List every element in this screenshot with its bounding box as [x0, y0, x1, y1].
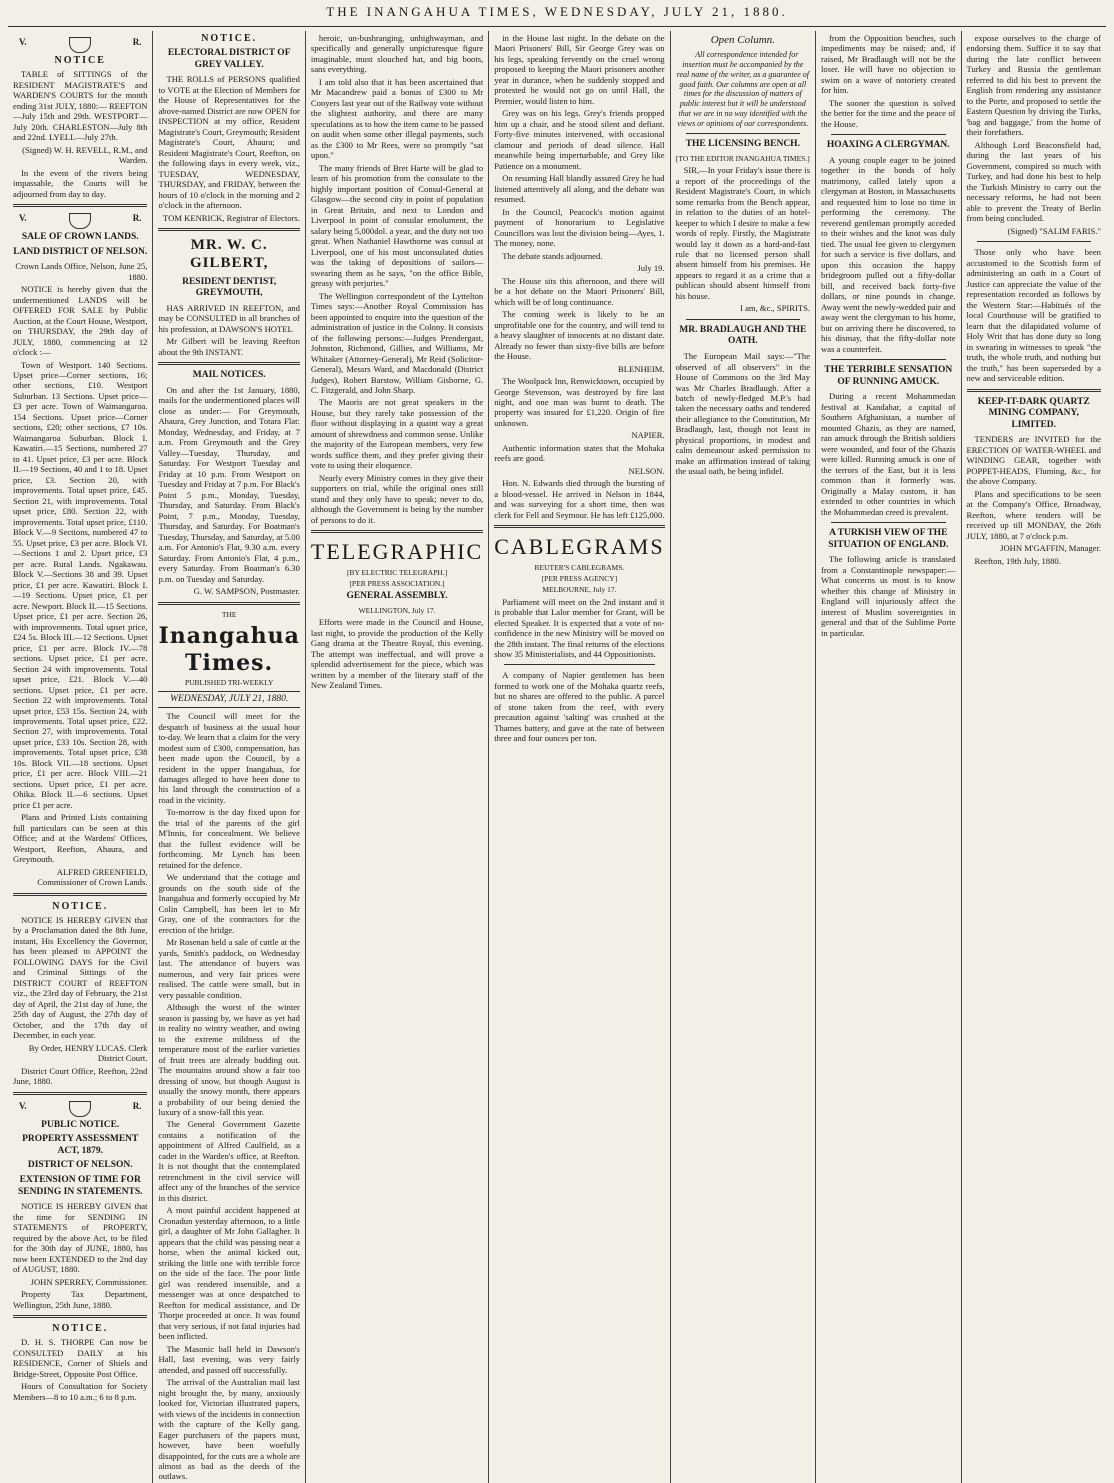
- column-5: [671, 31, 816, 1483]
- public-notice-signature: JOHN SPERREY, Commissioner.: [30, 1276, 148, 1287]
- lands-body: NOTICE is hereby given that the undermentioned LANDS will be OFFERED FOR SALE by Public Auction, at the Court House, Westport, on THURSDAY, the 29th day of JULY, 1880, commencing at 12 o'clock :—: [13, 284, 148, 358]
- crest-v: V.: [19, 213, 27, 223]
- royal-arms-header: [19, 213, 141, 229]
- mail-notices-signature: G. W. SAMPSON, Postmaster.: [193, 586, 300, 597]
- issue-date: WEDNESDAY, JULY 21, 1880.: [158, 691, 299, 709]
- gilbert-footnote: Mr Gilbert will be leaving Reefton about the 9th INSTANT.: [158, 336, 300, 357]
- nameplate: Inangahua Times.: [158, 622, 300, 676]
- column-7: [962, 31, 1106, 1483]
- editorial-para: Mr Rosenan held a sale of cattle at the yards, Smith's paddock, on Wednesday last. The attendance of buyers was numerous, and very fair prices were realised. The cattle were small, but in very passable condition.: [158, 937, 300, 1000]
- lands-title: SALE OF CROWN LANDS.: [21, 232, 139, 242]
- to-editor-line: [TO THE EDITOR INANGAHUA TIMES.]: [675, 153, 810, 163]
- divider: [13, 1315, 147, 1318]
- public-notice-footnote: Property Tax Department, Wellington, 25th June, 1880.: [13, 1289, 148, 1310]
- crest-v: V.: [19, 1100, 27, 1111]
- editorial-para: The General Government Gazette contains a notification of the appointment of Alfred Caulfield, as a cadet in the Warden's office, at Reefton. It is not thought that the contemplated retrenchment in the civil service will affect any of the branches of the service in this district.: [158, 1119, 300, 1203]
- blenheim-report: The Woolpack Inn, Renwicktown, occupied by George Stevenson, was destroyed by fire last night, and one man was burnt to death. The property was insured for £1,220. Origin of fire unknown.: [494, 376, 665, 428]
- public-notice-act: PROPERTY ASSESSMENT ACT, 1879.: [22, 1134, 139, 1156]
- cablegram-report: Parliament will meet on the 2nd instant and it is probable that Lalor member for Grant, will be elected Speaker. It is expected that a vote of no-confidence in the new Ministry will be moved on the 28th instant. The final returns of the elections show 35 Ministerialists, and 44 Oppositionists.: [494, 596, 665, 659]
- mail-notices-title: MAIL NOTICES.: [192, 370, 266, 381]
- royal-crest-icon: [69, 213, 91, 229]
- article-para: from the Opposition benches, such impediments may be raised; and, if raised, Mr Bradlaugh will not be the loser. He will have no objection to swim on a wave of notoriety created for him.: [821, 33, 956, 96]
- article-para: in the House last night. In the debate on the Maori Prisoners' Bill, Sir George Grey was on his legs, speaking fervently on the cruel wrong proposed to keeping the Maori prisoners another year in durance, when he suddenly stopped and protested he would not go on until Hall, the Premier, would listen to him.: [494, 33, 665, 106]
- tender-date: Reefton, 19th July, 1880.: [974, 555, 1061, 566]
- divider: [686, 133, 800, 134]
- bradlaugh-heading: MR. BRADLAUGH AND THE OATH.: [679, 324, 807, 347]
- divider: [13, 204, 147, 207]
- divider: [158, 228, 299, 231]
- licensing-bench-heading: THE LICENSING BENCH.: [685, 139, 800, 150]
- mining-company-heading: KEEP-IT-DARK QUARTZ MINING COMPANY, LIMITED.: [977, 396, 1090, 430]
- article-para: The sooner the question is solved the better for the time and the peace of the House.: [821, 97, 956, 129]
- electoral-notice-title: NOTICE.: [201, 33, 258, 44]
- press-association-line: [PER PRESS ASSOCIATION.]: [349, 579, 445, 589]
- letter-signature: I am, &c., SPIRITS.: [740, 303, 811, 314]
- column-4: [489, 31, 670, 1483]
- lands-dateline: Crown Lands Office, Nelson, June 25, 1880.: [15, 261, 148, 282]
- editorial-para: The Masonic ball held in Dawson's Hall, last evening, was very fairly attended, and passed off successfully.: [158, 1343, 300, 1375]
- bradlaugh-article: The European Mail says:—"The observed of all observers" in the House of Commons on the 3rd May was Mr Charles Bradlaugh. After a batch of newly-fledged M.P.'s had taken the necessary oaths and tendered their allegiance to the Constitution, Mr Bradlaugh, last, though not least in physical proportions, in modest and calm demeanour asked permission to make an affirmation instead of taking the usual oath, he being infidel.: [675, 351, 811, 477]
- telegraph-subheading: [BY ELECTRIC TELEGRAPH.]: [346, 568, 448, 578]
- public-notice-body: NOTICE IS HEREBY GIVEN that the time for SENDING IN STATEMENTS of PROPERTY, required by the above Act, to be filed for the 30th day of JUNE, 1880, has now been EXTENDED to the 2nd day of AUGUST, 1880.: [13, 1201, 148, 1275]
- editorial-para: Although the worst of the winter season is passing by, we have as yet had in reality no wintry weather, and owing to the extreme mildness of the temperature most of the earlier varieties of fruit trees are already budding out. The mountains around show a fair too dressing of snow, but though August is usually the snowy month, there appears a probability of our being denied the luxury of a snow-fall this year.: [158, 1002, 300, 1117]
- thorpe-notice-title: NOTICE.: [52, 1322, 109, 1334]
- blenheim-dateline: BLENHEIM.: [618, 363, 665, 374]
- telegraphic-heading: TELEGRAPHIC: [310, 539, 484, 565]
- article-para: The many friends of Bret Harte will be glad to learn of his promotion from the consulate to the highly important position of Consul-General at Glasgow—the second city in point of population in Great Britain, and next to London and Liverpool in point of consular emolument, the salary being 5,000dol. a year, and the duty not too great. When Nathaniel Hawthorne was consul at Liverpool, one of his most unconsulated duties was the taking of depositions of sailors—swearing them as he says, "on the office Bible, greasy with perjuries.": [310, 162, 484, 289]
- turkish-view-article: The following article is translated from a Constantinople newspaper:— What concerns us most is to know whether this change of Ministry in England will injuriously affect the interest of Muslim sovereignties in general and that of the Sublime Porte in particular.: [821, 554, 956, 638]
- gilbert-title: MR. W. C. GILBERT,: [189, 237, 269, 272]
- editorial-para: A most painful accident happened at Cronadun yesterday afternoon, to a little girl, a daughter of Mr John Gallagher. It appears that the child was passing near a horse, when the animal kicked out, striking the little one with terrible force on the side of the face. The poor little girl was rendered insensible, and a messenger was at once despatched to Reefton for medical assistance, and Dr Thorpe proceeded at once. It was found that very serious, if not fatal injuries had been inflicted.: [158, 1205, 300, 1342]
- notice-footnote: In the event of the rivers being impassable, the Courts will be adjourned from day to day.: [13, 167, 148, 199]
- public-notice-district: DISTRICT OF NELSON.: [27, 1160, 133, 1171]
- gilbert-subtitle: RESIDENT DENTIST, GREYMOUTH,: [182, 276, 277, 299]
- column-1: [8, 31, 153, 1483]
- divider: [158, 602, 299, 605]
- article-para: The Wellington correspondent of the Lyttelton Times says:—Another Royal Commission has been appointed to enquire into the question of the administration of justice in the Colony. It consists of the following persons:—Judges Prendergast, Johnston, Richmond, Gillies, and Williams, Mr Whitaker (Attorney-General), Mr Reid (Solicitor-General), Messrs Ward, and Macdonald (District Judges), Robert Barstow, William Gisborne, G. C. Fitzgerald, and John Sharp.: [310, 290, 484, 395]
- lands-subtitle: LAND DISTRICT OF NELSON.: [13, 246, 148, 257]
- public-notice-extension: EXTENSION OF TIME FOR SENDING IN STATEMENTS.: [17, 1174, 143, 1197]
- article-para: On resuming Hall blandly assured Grey he had listened attentively all along, and the debate was resumed.: [494, 173, 665, 205]
- divider: [686, 319, 800, 320]
- notice-signature: (Signed) W. H. REVELL, R.M., and Warden.: [22, 144, 148, 166]
- published-line: PUBLISHED TRI-WEEKLY: [184, 678, 274, 688]
- divider: [13, 1092, 147, 1095]
- nelson-report: Hon. N. Edwards died through the bursting of a blood-vessel. He arrived in Nelson in 1844, and was surveying for a short time, then was clerk for Fell and Seymour. He has left £125,000.: [494, 478, 665, 520]
- cablegrams-heading: CABLEGRAMS: [494, 534, 665, 560]
- turkish-view-heading: A TURKISH VIEW OF THE SITUATION OF ENGLAND.: [828, 528, 949, 550]
- melbourne-dateline: MELBOURNE, July 17.: [542, 585, 617, 595]
- open-column-disclaimer: All correspondence intended for insertion must be accompanied by the real name of the writer, as a guarantee of good faith. Our columns are open at all times for the discussion of matters of public interest but it will be understood that we are in no way identified with the views or opinions of our correspondents.: [676, 50, 809, 128]
- court-notice-body: NOTICE IS HEREBY GIVEN that by a Proclamation dated the 8th June, instant, His Excellency the Governor, has been pleased to APPOINT the FOLLOWING DAYS for the Civil and Criminal Sittings of the DISTRICT COURT of REEFTON viz., the 23rd day of February, the 21st day of April, the 21st day of June, the 25th day of August, the 27th day of October, and the 17th day of December, in each year.: [13, 914, 148, 1041]
- napier-report: Authentic information states that the Mohaka reefs are good.: [494, 442, 665, 464]
- amuck-article: During a recent Mohammedan festival at Kandahar, a capital of Southern Afghanistan, a number of mounted Ghazis, as they are named, ran amuck through the British soldiers were wounded, and four of the Ghazis were killed. Running amuck is one of the terrors of the East, but it is less common than it formerly was. Originally a Malay custom, it has extended to other countries in which the Mohammedan creed is prevalent.: [821, 391, 956, 517]
- notice-body: TABLE of SITTINGS of the RESIDENT MAGISTRATE'S and WARDEN'S COURTS for the month ending 31st JULY, 1880:— REEFTON—July 15th and 29th. WESTPORT—July 20th. CHARLESTON—July 8th and 22nd. LYELL—July 27th.: [13, 69, 148, 143]
- letter-body: SIR,—In your Friday's issue there is a report of the proceedings of the Resident Magistrate's Court, in which some remarks from the Bench appear, in relation to the duties of an hotel-keeper to which I desire to make a few words of reply. Firstly, the Magistrate would lay it down as a hard-and-fast rule that no licensed person shall absent himself from his premises. He appears to regard it as a crime that a publican should absent himself from his house.: [675, 165, 811, 301]
- divider: [311, 530, 483, 533]
- electoral-notice-body: THE ROLLS of PERSONS qualified to VOTE at the Election of Members for the House of Representatives for the above-named District are now OPEN for INSPECTION at my office, Resident Magistrate's Court, Greymouth; Resident Magistrate's Court, Ahaura; and Resident Magistrate's Court, Reefton, on the following days in every week, viz., TUESDAY, WEDNESDAY, THURSDAY, and FRIDAY, between the hours of 10 o'clock in the morning and 2 o'clock in the afternoon.: [158, 74, 300, 211]
- article-para: expose ourselves to the charge of endorsing them. Suffice it to say that during the late conflict between Turkey and Russia the gentleman referred to did his best to prevent the English from rendering any assistance to the Porte, and proposed to settle the Eastern Question by driving the Turks, 'bag and baggage,' from the home of their forefathers.: [966, 33, 1101, 138]
- thorpe-notice-body: D. H. S. THORPE Can now be CONSULTED DAILY at his RESIDENCE, Corner of Shiels and Bridge-Street, Opposite Post Office.: [13, 1337, 148, 1379]
- crest-r: R.: [132, 1100, 142, 1111]
- napier-dateline: NAPIER.: [631, 430, 665, 441]
- hoax-article: A young couple eager to be joined together in the bonds of holy matrimony, called lately upon a clergyman at Boston, in Massachusetts and requested him to lose no time in performing the ceremony. The reverend gentleman promptly acceded to their wishes and the knot was duly tied. The usual fee given to clergymen for such a service is five dollars, and upon this occasion the happy bridegroom pulled out a fifty-dollar bill, and received back forty-five dollars, or nine pounds in change. Away went the newly-wedded pair and away went the clergyman to his home, but on arriving there he discovered, to his dismay, that the fifty-dollar note was a counterfeit.: [821, 154, 956, 354]
- article-para: The Maoris are not great speakers in the House, but they rarely take possession of the floor without displaying in a quaint way a great amount of shrewdness and common sense. Unlike the majority of the European members, very few words suffice them, and they prefer giving their vote to using their eloquence.: [310, 397, 484, 471]
- royal-arms-header: [19, 37, 141, 53]
- divider: [494, 525, 664, 528]
- royal-arms-header: [19, 1101, 141, 1117]
- tenders-notice: TENDERS are INVITED for the ERECTION OF WATER-WHEEL and WINDING GEAR, together with POPPET-HEADS, Fluming, &c., for the above Company.: [966, 434, 1101, 487]
- article-para: In the Council, Peacock's motion against payment of honorarium to Legislative Councillors was lost the division being—Ayes, 1. The money, none.: [494, 206, 665, 249]
- divider: [967, 389, 1101, 392]
- column-2: [153, 31, 305, 1483]
- court-notice-footnote: District Court Office, Reefton, 22nd June, 1880.: [13, 1065, 148, 1087]
- editorial-para: The arrival of the Australian mail last night brought the, by many, anxiously looked for, Victorian illustrated papers, with views of the incidents in connection with the capture of the Kelly gang. Eager purchasers of the papers must, however, have been woefully disappointed, for the cuts are a whole are almost as bad as the deeds of the outlaws.: [158, 1377, 300, 1482]
- article-para: Although Lord Beaconsfield had, during the last years of his Government, conspired so much with Turkey, and had done his best to help the Turkish Ministry to carry out the necessary reforms, he had not been able to prevent the Treaty of Berlin from being concluded.: [966, 139, 1101, 224]
- hoax-heading: HOAXING A CLERGYMAN.: [826, 140, 950, 151]
- plans-notice: Plans and specifications to be seen at the Company's Office, Broadway, Reefton, where tenders will be received up till MONDAY, the 26th JULY, 1880, at 7 o'clock p.m.: [966, 488, 1101, 541]
- lands-footnote: Plans and Printed Lists containing full particulars can be seen at this Office; and at the Wardens' Offices, Westport, Reefton, Ahaura, and Greymouth.: [13, 812, 148, 865]
- article-para: The House sits this afternoon, and there will be a hot debate on the Maori Prisoners' Bill, which will be of long continuance.: [494, 275, 665, 307]
- divider: [158, 362, 299, 365]
- article-para: The coming week is likely to be an unprofitable one for the country, and will tend to a heavy slaughter of innocents at no distant date. Already no fewer than sixty-five bills are before the House.: [494, 309, 665, 362]
- reuters-subheading: REUTER'S CABLEGRAMS.: [534, 563, 625, 573]
- electoral-notice-district: ELECTORAL DISTRICT OF GREY VALLEY.: [167, 48, 291, 70]
- open-column-heading: Open Column.: [710, 34, 775, 46]
- public-notice-title: PUBLIC NOTICE.: [41, 1119, 120, 1130]
- nelson-dateline: NELSON.: [628, 465, 665, 476]
- lands-items: Town of Westport. 140 Sections. Upset price—Corner sections, 16; other sections, £10. Westport Suburban. 13 Sections. Upset price—£3 per acre. Town of Waimangaroa. 154 Sections. Upset price—Corner sections, £20; other sections, £7 10s. Waimangaroa Suburban. Block I. Kawatiri.—15 Sections, numbered 27 to 41. Upset price, £3 per acre. Block II.—19 Sections, 40 and 1 to 18. Upset price, £3. Section 20, with improvements. Total upset price, £45. Section 21, with improvements. Total upset price, £80. Section 22, with improvements. Total upset price, £110. Block V.—9 Sections, numbered 47 to 55. Upset price, £3 per acre. Block VI.—Sections 1 and 2. Upset price, £3 per acre. Rural Lands. Ngakawau. Block V.—Sections 38 and 39. Upset price, £1 per acre. Kawatiri. Block I.—19 Sections. Upset price, £1 per acre. Newport. Block II.—15 Sections. Upset price, £1 per acre. Section 26, with improvements. Total upset price, £24 5s. Block III.—12 Sections. Upset price, £1 per acre. Block IV.—78 sections. Upset price, £1 per acre. Section 24 with improvements. Total upset price, £21. Block V.—40 sections. Upset price, £1 per acre. Section 22 with improvements. Total upset price, £53 15s. Section 24, with improvements. Total upset price, £22. Section 27, with improvements. Total upset price, £33 10s. Section 28, with improvements. Total upset price, £38 10s. Block VII.—18 sections. Upset price, £1 per acre. Block VIII.—21 sections. Upset price, £1 per acre. Ohika. Block II.—6 sections. Upset price £1 per acre.: [13, 359, 148, 810]
- electoral-notice-signature: TOM KENRICK, Registrar of Electors.: [163, 212, 300, 223]
- crest-r: R.: [132, 37, 142, 47]
- assembly-report: Efforts were made in the Council and House, last night, to provide the production of the Kelly Gang drama at the Theatre Royal, this evening. The attempt was ineffectual, and will prove a splendid advertisement for the piece, which was written by a member of the literary staff of the New Zealand Times.: [310, 617, 484, 691]
- notice-title: NOTICE: [54, 55, 106, 66]
- divider: [977, 241, 1091, 242]
- court-notice-signature: By Order, HENRY LUCAS. Clerk District Court.: [28, 1042, 148, 1064]
- nameplate-the: THE: [221, 609, 237, 619]
- wellington-dateline: WELLINGTON, July 17.: [358, 605, 436, 615]
- royal-crest-icon: [69, 37, 91, 53]
- article-para: Grey was on his legs. Grey's friends propped him up a chair, and he stood silent and defiant. Forty-five minutes intervened, with occasional clamour and periods of dead silence. Hall meanwhile being imperturbable, and Grey like Patience on a monument.: [494, 108, 665, 171]
- divider: [831, 134, 945, 135]
- manager-signature: JOHN M'GAFFIN, Manager.: [1000, 543, 1101, 554]
- article-signature: (Signed) "SALIM FARIS.": [1007, 225, 1101, 236]
- article-para: The debate stands adjourned.: [502, 250, 603, 261]
- column-6: [816, 31, 961, 1483]
- running-head: THE INANGAHUA TIMES, WEDNESDAY, JULY 21, 1880.: [8, 0, 1106, 27]
- columns: [8, 31, 1106, 1483]
- crest-v: V.: [19, 37, 27, 47]
- general-assembly-heading: GENERAL ASSEMBLY.: [346, 591, 448, 602]
- july-19-dateline: July 19.: [637, 263, 665, 274]
- article-para: heroic, un-bushranging, unhighwayman, and specifically and generally unpicturesque figure imaginable, must slouched hat, and big boots, sans everything.: [310, 33, 484, 75]
- editorial-para: To-morrow is the day fixed upon for the trial of the parents of the girl M'Innis, for concealment. We believe that the fullest evidence will be forthcoming. Mr Lynch has been retained for the defence.: [158, 807, 300, 870]
- mail-notices-body: On and after the 1st January, 1880, mails for the undermentioned places will close as under:— For Greymouth, Ahaura, Grey Junction, and Totara Flat: Monday, Wednesday, and Friday, at 7 a.m. From Greymouth and the Grey Valley—Tuesday, Thursday, and Saturday. For Westport Tuesday and Friday at 10 p.m. From Westport on Tuesday and Friday at 7 p.m. For Black's Point 5 p.m., Monday, Tuesday, Thursday, and Saturday. From Black's Point, 7 p.m., Monday, Tuesday, Thursday, and Saturday. For Boatman's Tuesday, Thursday, and Saturday, at 5.00 a.m. For Antonio's Flat, 9.30 a.m. every Saturday. From Antonio's Flat, 4 p.m., every Saturday. From Boatman's 6.30 p.m. on Tuesday and Saturday.: [158, 384, 300, 584]
- divider: [13, 893, 147, 896]
- gilbert-body: HAS ARRIVED IN REEFTON, and may be CONSULTED in all branches of his profession, at DAWSON'S HOTEL: [158, 302, 300, 334]
- lands-signature: ALFRED GREENFIELD, Commissioner of Crown Lands.: [37, 866, 148, 888]
- divider: [504, 664, 654, 665]
- editorial-para: We understand that the cottage and grounds on the south side of the Inangahua and formerly occupied by Mr Colin Campbell, has been let to Mr Gray, one of the contractors for the erection of the bridge.: [158, 872, 300, 935]
- amuck-heading: THE TERRIBLE SENSATION OF RUNNING AMUCK.: [824, 365, 953, 387]
- court-notice-title: NOTICE.: [52, 900, 109, 912]
- divider: [831, 522, 945, 523]
- editorial-para: The Council will meet for the despatch of business at the usual hour to-day. We learn that a claim for the very modest sum of £300, compensation, has been made upon the Council, by a resident in the upper Inangahua, for damages alleged to have been done to his land through the construction of a road in the vicinity.: [158, 711, 300, 805]
- column-3: [306, 31, 489, 1483]
- article-para: A company of Napier gentlemen has been formed to work one of the Mohaka quartz reefs, but no shares are offered to the public. A parcel of stone taken from the reef, with every precaution against 'salting' was crushed at the Thames battery, and gave at the rate of between three and four ounces per ton.: [494, 670, 665, 744]
- article-para: I am told also that it has been ascertained that Mr Macandrew paid a bonus of £300 to Mr Conyers last year out of the Railway vote without the slightest authority, and there are many speculations as to how the item came to be passed on audit when some other illegal payments, such as the £300 to Mr Rees, were so promptly "sat upon.": [310, 76, 484, 161]
- oath-note: Those only who have been accustomed to the Scottish form of administering an oath in a Court of Justice can appreciate the value of the representation recorded as follows by the Western Star:—Habitués of the local Courthouse will be gratified to learn that the dilapidated volume of Holy Writ that has done duty so long in swearing in witnesses to speak "the truth, the whole truth, and nothing but the truth," has been superseded by a new and serviceable edition.: [966, 247, 1101, 384]
- press-agency-line: [PER PRESS AGENCY]: [541, 574, 618, 584]
- divider: [831, 359, 945, 360]
- article-para: Nearly every Ministry comes in they give their supporters on trial, while the original ones still stand and they only have to speak; never to do, although the Government is being by the number of persons to do it.: [310, 472, 484, 525]
- royal-crest-icon: [69, 1101, 91, 1117]
- thorpe-notice-hours: Hours of Consultation for Society Members—8 to 10 a.m.; 6 to 8 p.m.: [13, 1381, 148, 1402]
- crest-r: R.: [132, 213, 142, 223]
